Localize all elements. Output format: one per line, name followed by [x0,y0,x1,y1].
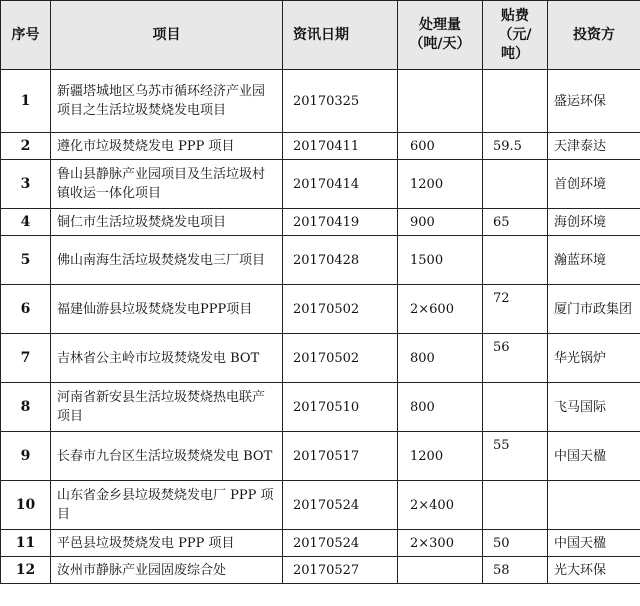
row-num: 6 [1,285,51,334]
row-num: 9 [1,432,51,481]
row-date: 20170502 [283,334,398,383]
row-project: 鲁山县静脉产业园项目及生活垃圾村镇收运一体化项目 [51,160,283,209]
row-subsidy: 65 [483,209,548,236]
row-num: 10 [1,481,51,530]
row-date: 20170419 [283,209,398,236]
row-investor: 飞马国际 [548,383,640,432]
table-row [1,236,640,285]
row-project: 佛山南海生活垃圾焚烧发电三厂项目 [51,236,283,285]
row-project: 福建仙游县垃圾焚烧发电PPP项目 [51,285,283,334]
row-capacity: 800 [398,334,483,383]
table-row [1,334,640,383]
row-num: 4 [1,209,51,236]
row-capacity: 600 [398,133,483,160]
row-project: 汝州市静脉产业园固废综合处 [51,557,283,584]
table-row [1,383,640,432]
row-project: 长春市九台区生活垃圾焚烧发电 BOT [51,432,283,481]
row-subsidy [483,160,548,209]
row-investor: 盛运环保 [548,70,640,133]
row-date: 20170510 [283,383,398,432]
row-num: 11 [1,530,51,557]
row-capacity: 2×300 [398,530,483,557]
row-subsidy: 50 [483,530,548,557]
header-subsidy: 贴费（元/吨） [483,1,548,70]
row-subsidy [483,383,548,432]
row-capacity: 2×600 [398,285,483,334]
row-date: 20170414 [283,160,398,209]
header-project: 项目 [51,1,283,70]
table-row [1,285,640,334]
row-date: 20170517 [283,432,398,481]
row-capacity: 1200 [398,160,483,209]
row-subsidy: 59.5 [483,133,548,160]
row-subsidy [483,236,548,285]
row-num: 8 [1,383,51,432]
header-row [1,1,640,70]
header-investor: 投资方 [548,1,640,70]
table-row [1,209,640,236]
row-investor: 首创环境 [548,160,640,209]
row-investor [548,481,640,530]
row-num: 1 [1,70,51,133]
table-row [1,530,640,557]
row-capacity [398,557,483,584]
row-num: 12 [1,557,51,584]
row-investor: 中国天楹 [548,432,640,481]
row-project: 河南省新安县生活垃圾焚烧热电联产项目 [51,383,283,432]
row-capacity [398,70,483,133]
header-date: 资讯日期 [283,1,398,70]
row-investor: 瀚蓝环境 [548,236,640,285]
row-project: 山东省金乡县垃圾焚烧发电厂 PPP 项目 [51,481,283,530]
row-date: 20170527 [283,557,398,584]
row-investor: 光大环保 [548,557,640,584]
row-subsidy [483,70,548,133]
row-subsidy: 72 [483,285,548,334]
row-capacity: 2×400 [398,481,483,530]
table-row [1,70,640,133]
row-num: 3 [1,160,51,209]
table-row [1,481,640,530]
row-capacity: 1500 [398,236,483,285]
row-project: 铜仁市生活垃圾焚烧发电项目 [51,209,283,236]
row-subsidy [483,481,548,530]
row-project: 吉林省公主岭市垃圾焚烧发电 BOT [51,334,283,383]
row-num: 2 [1,133,51,160]
row-investor: 中国天楹 [548,530,640,557]
row-subsidy: 55 [483,432,548,481]
table-row [1,432,640,481]
row-subsidy: 58 [483,557,548,584]
row-num: 5 [1,236,51,285]
table-row [1,133,640,160]
header-capacity: 处理量（吨/天） [398,1,483,70]
row-subsidy: 56 [483,334,548,383]
row-project: 遵化市垃圾焚烧发电 PPP 项目 [51,133,283,160]
row-project: 平邑县垃圾焚烧发电 PPP 项目 [51,530,283,557]
row-investor: 华光锅炉 [548,334,640,383]
header-num: 序号 [1,1,51,70]
row-investor: 厦门市政集团 [548,285,640,334]
row-investor: 天津泰达 [548,133,640,160]
row-capacity: 1200 [398,432,483,481]
row-date: 20170524 [283,530,398,557]
row-date: 20170428 [283,236,398,285]
row-num: 7 [1,334,51,383]
table-row [1,557,640,584]
row-date: 20170502 [283,285,398,334]
table-row [1,160,640,209]
row-project: 新疆塔城地区乌苏市循环经济产业园项目之生活垃圾焚烧发电项目 [51,70,283,133]
row-investor: 海创环境 [548,209,640,236]
row-date: 20170524 [283,481,398,530]
row-capacity: 900 [398,209,483,236]
row-date: 20170411 [283,133,398,160]
row-capacity: 800 [398,383,483,432]
row-date: 20170325 [283,70,398,133]
